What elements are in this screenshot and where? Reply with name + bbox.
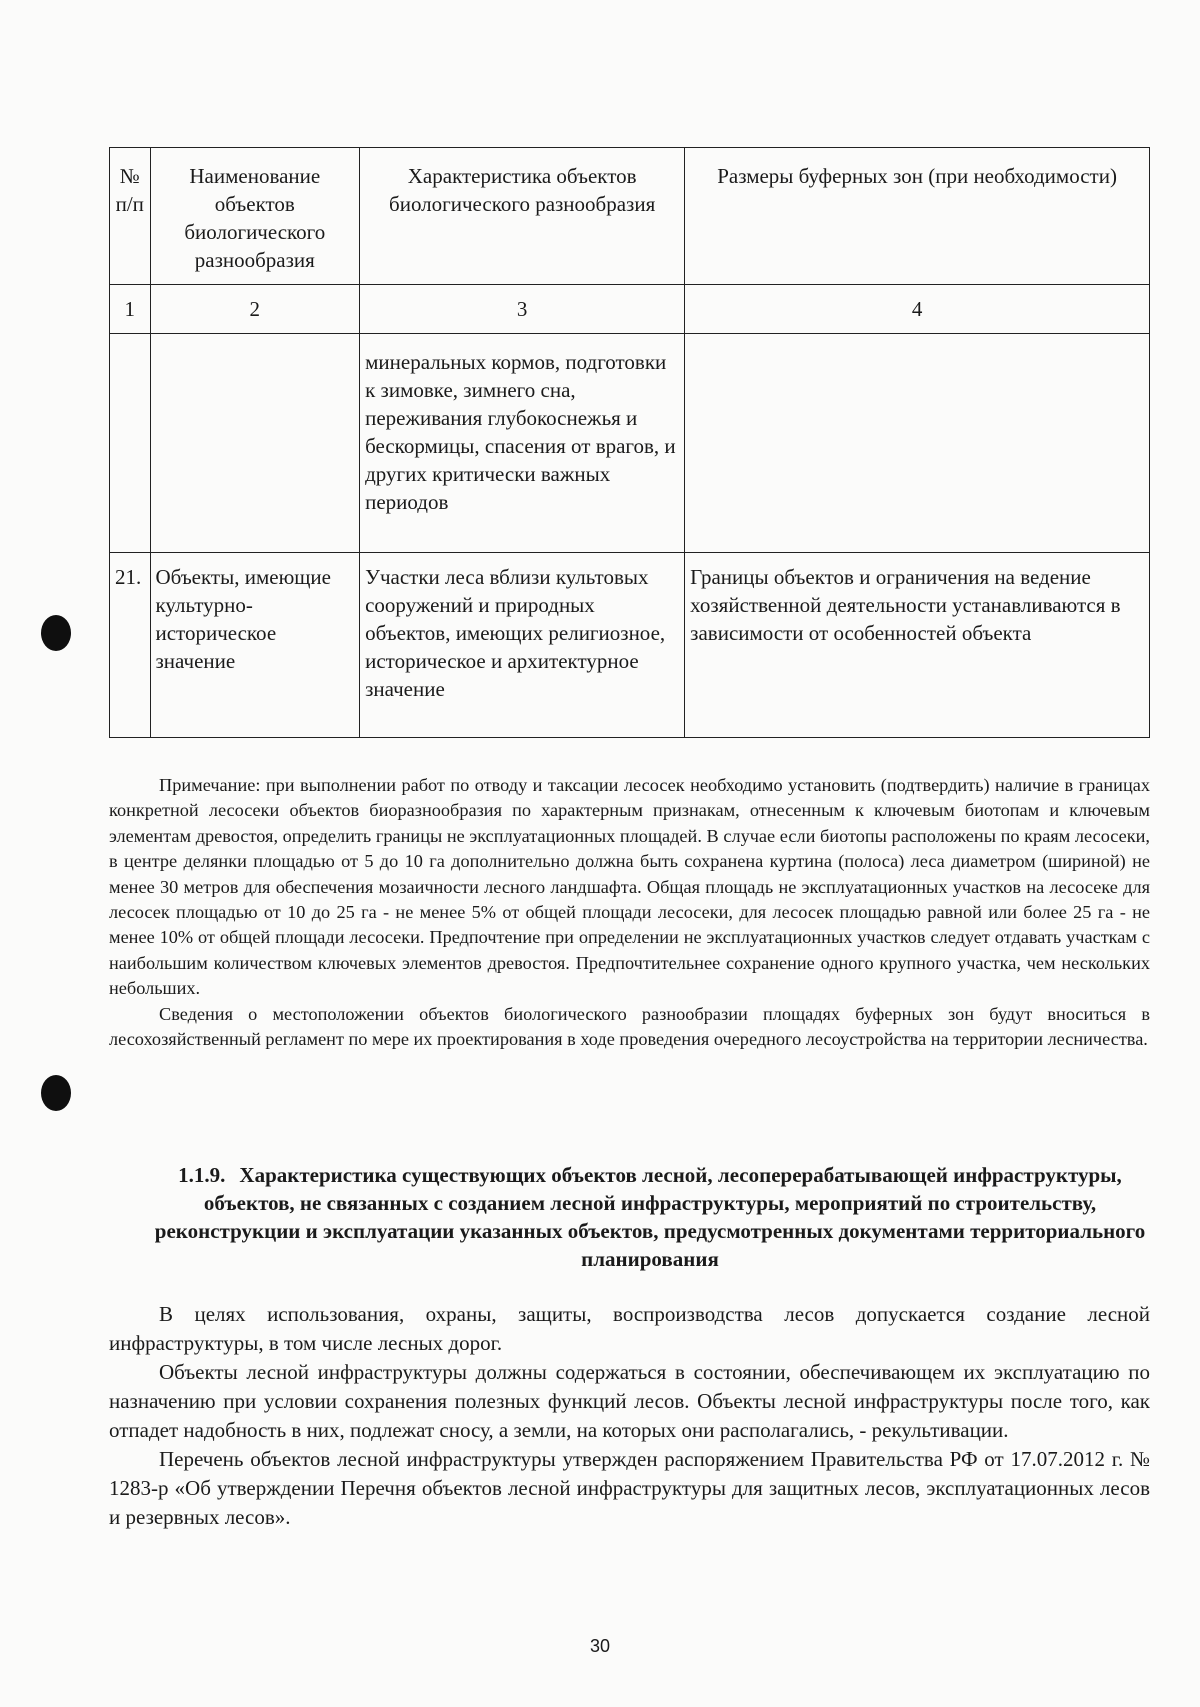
- body-paragraph: Объекты лесной инфраструктуры должны содержаться в состоянии, обеспечивающем их эксплуатацию по назначению при условии сохранения полезных функций лесов. Объекты лесной инфраструктуры после того, как отпадет надобность в них, подлежат сносу, а земли, на которых они располагались, - рекультивации.: [109, 1360, 1150, 1442]
- column-number: 3: [360, 285, 685, 334]
- header-name: Наименование объектов биологического разнообразия: [150, 148, 360, 285]
- row-name: Объекты, имеющие культурно-историческое значение: [150, 553, 360, 738]
- section-number: 1.1.9.: [178, 1163, 226, 1187]
- section-body: [109, 1300, 1150, 1532]
- row-name: [150, 334, 360, 553]
- column-number: 2: [150, 285, 360, 334]
- body-paragraph: Перечень объектов лесной инфраструктуры утвержден распоряжением Правительства РФ от 17.07.2012 г. № 1283-р «Об утверждении Перечня объектов лесной инфраструктуры для защитных лесов, эксплуатационных лесов и резервных лесов».: [109, 1447, 1150, 1529]
- column-number: 4: [685, 285, 1150, 334]
- table-note: [109, 773, 1150, 1052]
- header-number: № п/п: [110, 148, 151, 285]
- binder-hole-top: [41, 615, 71, 651]
- row-number: 21.: [110, 553, 151, 738]
- page-number: 30: [589, 1636, 611, 1656]
- table-row: [110, 553, 1150, 738]
- section-heading: [150, 1161, 1150, 1273]
- header-buffer: Размеры буферных зон (при необходимости): [685, 148, 1150, 285]
- row-characteristic: Участки леса вблизи культовых сооружений и природных объектов, имеющих религиозное, историческое и архитектурное значение: [360, 553, 685, 738]
- row-buffer: Границы объектов и ограничения на ведение хозяйственной деятельности устанавливаются в зависимости от особенностей объекта: [685, 553, 1150, 738]
- row-characteristic: минеральных кормов, подготовки к зимовке, зимнего сна, переживания глубокоснежья и бескормицы, спасения от врагов, и других критически важных периодов: [360, 334, 685, 553]
- row-buffer: [685, 334, 1150, 553]
- body-paragraph: В целях использования, охраны, защиты, воспроизводства лесов допускается создание лесной инфраструктуры, в том числе лесных дорог.: [109, 1302, 1150, 1355]
- section-title: Характеристика существующих объектов лесной, лесоперерабатывающей инфраструктуры, объектов, не связанных с созданием лесной инфраструктуры, мероприятий по строительству, реконструкции и эксплуатации указанных объектов, предусмотренных документами территориального планирования: [154, 1163, 1146, 1271]
- binder-hole-bottom: [41, 1075, 71, 1111]
- header-characteristic: Характеристика объектов биологического разнообразия: [360, 148, 685, 285]
- note-paragraph: Примечание: при выполнении работ по отводу и таксации лесосек необходимо установить (подтвердить) наличие в границах конкретной лесосеки объектов биоразнообразия по характерным признакам, отнесенным к ключевым биотопам и ключевым элементам древостоя, определить границы не эксплуатационных площадей. В случае если биотопы расположены по краям лесосеки, в центре делянки площадью от 5 до 10 га дополнительно должна быть сохранена куртина (полоса) леса диаметром (шириной) не менее 30 метров для обеспечения мозаичности лесного ландшафта. Общая площадь не эксплуатационных участков на лесосеке для лесосек площадью от 10 до 25 га - не менее 5% от общей площади лесосеки, для лесосек площадью равной или более 25 га - не менее 10% от общей площади лесосеки. Предпочтение при определении не эксплуатационных участков следует отдавать участкам с наибольшим количеством ключевых элементов древостоя. Предпочтительнее сохранение одного крупного участка, чем нескольких небольших.: [109, 775, 1150, 999]
- column-number-row: [110, 285, 1150, 334]
- note-paragraph: Сведения о местоположении объектов биологического разнообразии площадях буферных зон будут вноситься в лесохозяйственный регламент по мере их проектирования в ходе проведения очередного лесоустройства на территории лесничества.: [109, 1003, 1150, 1050]
- table-header-row: [110, 148, 1150, 285]
- column-number: 1: [110, 285, 151, 334]
- table-row: [110, 334, 1150, 553]
- row-number: [110, 334, 151, 553]
- biodiversity-table: [109, 147, 1150, 738]
